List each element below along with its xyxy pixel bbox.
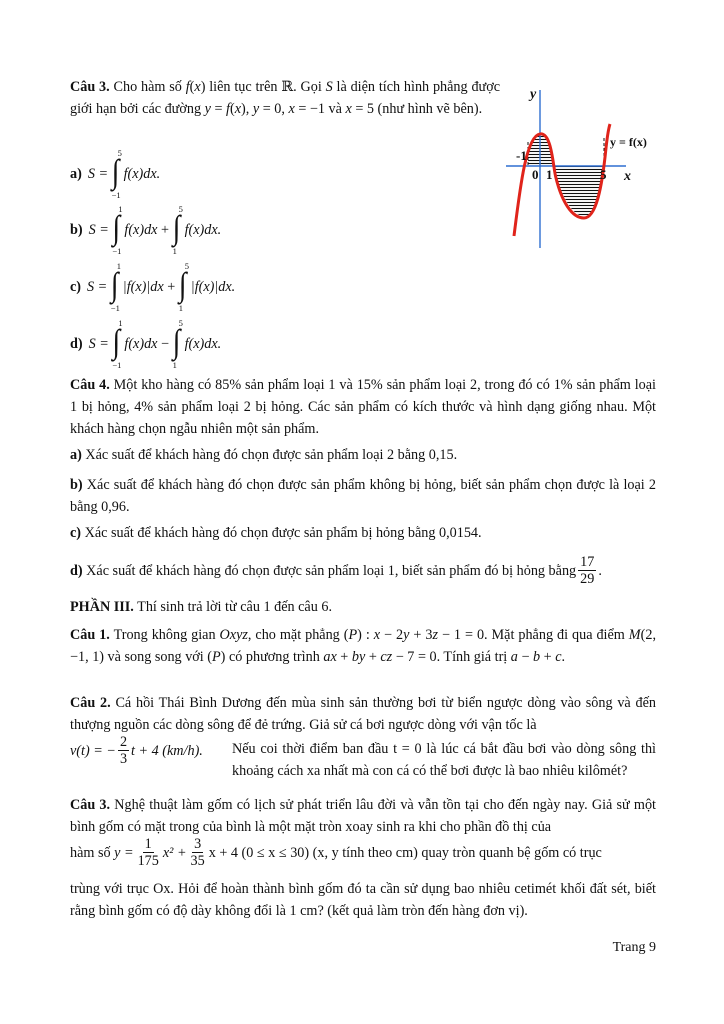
question-4-stem [70, 374, 656, 440]
p3-question-3 [70, 794, 656, 838]
p3-q3-text-cont: trùng với trục Ox. Hỏi để hoàn thành bình gốm đó ta cần sử dụng bao nhiêu cetimét khối đất sét, biết rằng bình gốm có độ dày không đổi là 1 cm? (kết quả làm tròn đến hàng đơn vị). [70, 881, 656, 919]
fraction: $\frac{17}{29}$ [580, 554, 595, 587]
x-axis-label: x [624, 169, 631, 184]
p3-q2-velocity: v(t) = − $\frac{2}{3}$ t + 4 (km/h). [70, 734, 203, 767]
question-label: Câu 3. [70, 79, 110, 95]
page-number: Trang 9 [612, 940, 656, 955]
tick-1: 1 [546, 167, 553, 182]
q4-option-c: c) Xác suất để khách hàng đó chọn được sản phẩm bị hỏng bằng 0,0154. [70, 525, 482, 541]
integral: ∫ 5 1 f(x)dx. [172, 318, 222, 370]
question-label: Câu 3. [70, 797, 111, 813]
integral: ∫ 1 −1 f(x)dx [112, 318, 158, 370]
p3-question-1 [70, 624, 656, 668]
tick-5: 5 [600, 167, 607, 182]
integral: ∫ 5 −1 f(x)dx. [111, 148, 161, 200]
question-text: Cá hồi Thái Bình Dương đến mùa sinh sản thường bơi từ biển ngược dòng vào sông và đến thượng nguồn các dòng sông để đẻ trứng. Giả sử cá bơi ngược dòng với vận tốc là [70, 695, 656, 733]
question-text: Trong không gian Oxyz, cho mặt phẳng (P) : x − 2y + 3z − 1 = 0. Mặt phẳng đi qua điểm M(2, −1, 1) và song song với (P) có phương trình ax + by + cz − 7 = 0. Tính giá trị a − b + c. [70, 627, 656, 665]
tick-minus1: -1 [516, 148, 527, 163]
curve-label: y = f(x) [610, 135, 647, 149]
p3-q2-text-cont [232, 738, 656, 782]
q4-option-b: b) Xác suất để khách hàng đó chọn được sản phẩm không bị hỏng, biết sản phẩm chọn được là loại 2 bằng 0,96. [70, 477, 656, 515]
p3-question-2 [70, 692, 656, 736]
option-c: c) S = ∫ 1 −1 |f(x)|dx + ∫ 5 1 |f(x)|dx. [70, 261, 236, 313]
question-label: Câu 1. [70, 627, 110, 643]
integral: ∫ 5 1 f(x)dx. [172, 204, 222, 256]
part-3-heading: PHẦN III. Thí sinh trả lời từ câu 1 đến câu 6. [70, 599, 333, 615]
question-text-cont: Nếu coi thời điểm ban đầu t = 0 là lúc cá bắt đầu bơi vào dòng sông thì khoảng cách xa nhất mà con cá có thể bơi được là bao nhiêu kilômét? [232, 741, 656, 779]
y-axis-label: y [530, 87, 537, 102]
question-text: Cho hàm số f(x) liên tục trên ℝ. Gọi S là diện tích hình phẳng được giới hạn bởi các đường y = f(x), y = 0, x = −1 và x = 5 (như hình vẽ bên). [70, 79, 501, 117]
question-3-stem [70, 76, 500, 120]
option-b: b) S = ∫ 1 −1 f(x)dx + ∫ 5 1 f(x)dx. [70, 204, 222, 256]
origin-label: 0 [532, 167, 539, 182]
q4-option-d: d) Xác suất để khách hàng đó chọn được sản phẩm loại 1, biết sản phẩm đó bị hỏng bằng $\frac{17}{29}$ . [70, 554, 602, 587]
function-graph [498, 78, 658, 248]
option-a: a) S = ∫ 5 −1 f(x)dx. [70, 148, 161, 200]
question-label: Câu 4. [70, 377, 110, 393]
question-label: Câu 2. [70, 695, 111, 711]
q4-option-a: a) Xác suất để khách hàng đó chọn được sản phẩm loại 2 bằng 0,15. [70, 447, 458, 463]
p3-q3-function: hàm số y = $\frac{1}{175}$ x² + $\frac{3}{35}$ x + 4 (0 ≤ x ≤ 30) (x, y tính theo cm) quay tròn quanh bệ gốm có trục [70, 836, 602, 869]
question-text: Một kho hàng có 85% sản phẩm loại 1 và 15% sản phẩm loại 2, trong đó có 1% sản phẩm loại 1 bị hỏng, 4% sản phẩm loại 2 bị hỏng. Các sản phẩm có kích thước và hình dạng giống nhau. Một khách hàng chọn ngẫu nhiên một sản phẩm. [70, 377, 656, 437]
question-text: Nghệ thuật làm gốm có lịch sử phát triển lâu đời và vẫn tồn tại cho đến ngày nay. Giả sử một bình gốm có mặt trong của bình là một mặt tròn xoay sinh ra khi cho phần đồ thị của [70, 797, 656, 835]
integral: ∫ 5 1 |f(x)|dx. [178, 261, 236, 313]
option-d: d) S = ∫ 1 −1 f(x)dx − ∫ 5 1 f(x)dx. [70, 318, 222, 370]
integral: ∫ 1 −1 f(x)dx [112, 204, 158, 256]
integral: ∫ 1 −1 |f(x)|dx [110, 261, 164, 313]
